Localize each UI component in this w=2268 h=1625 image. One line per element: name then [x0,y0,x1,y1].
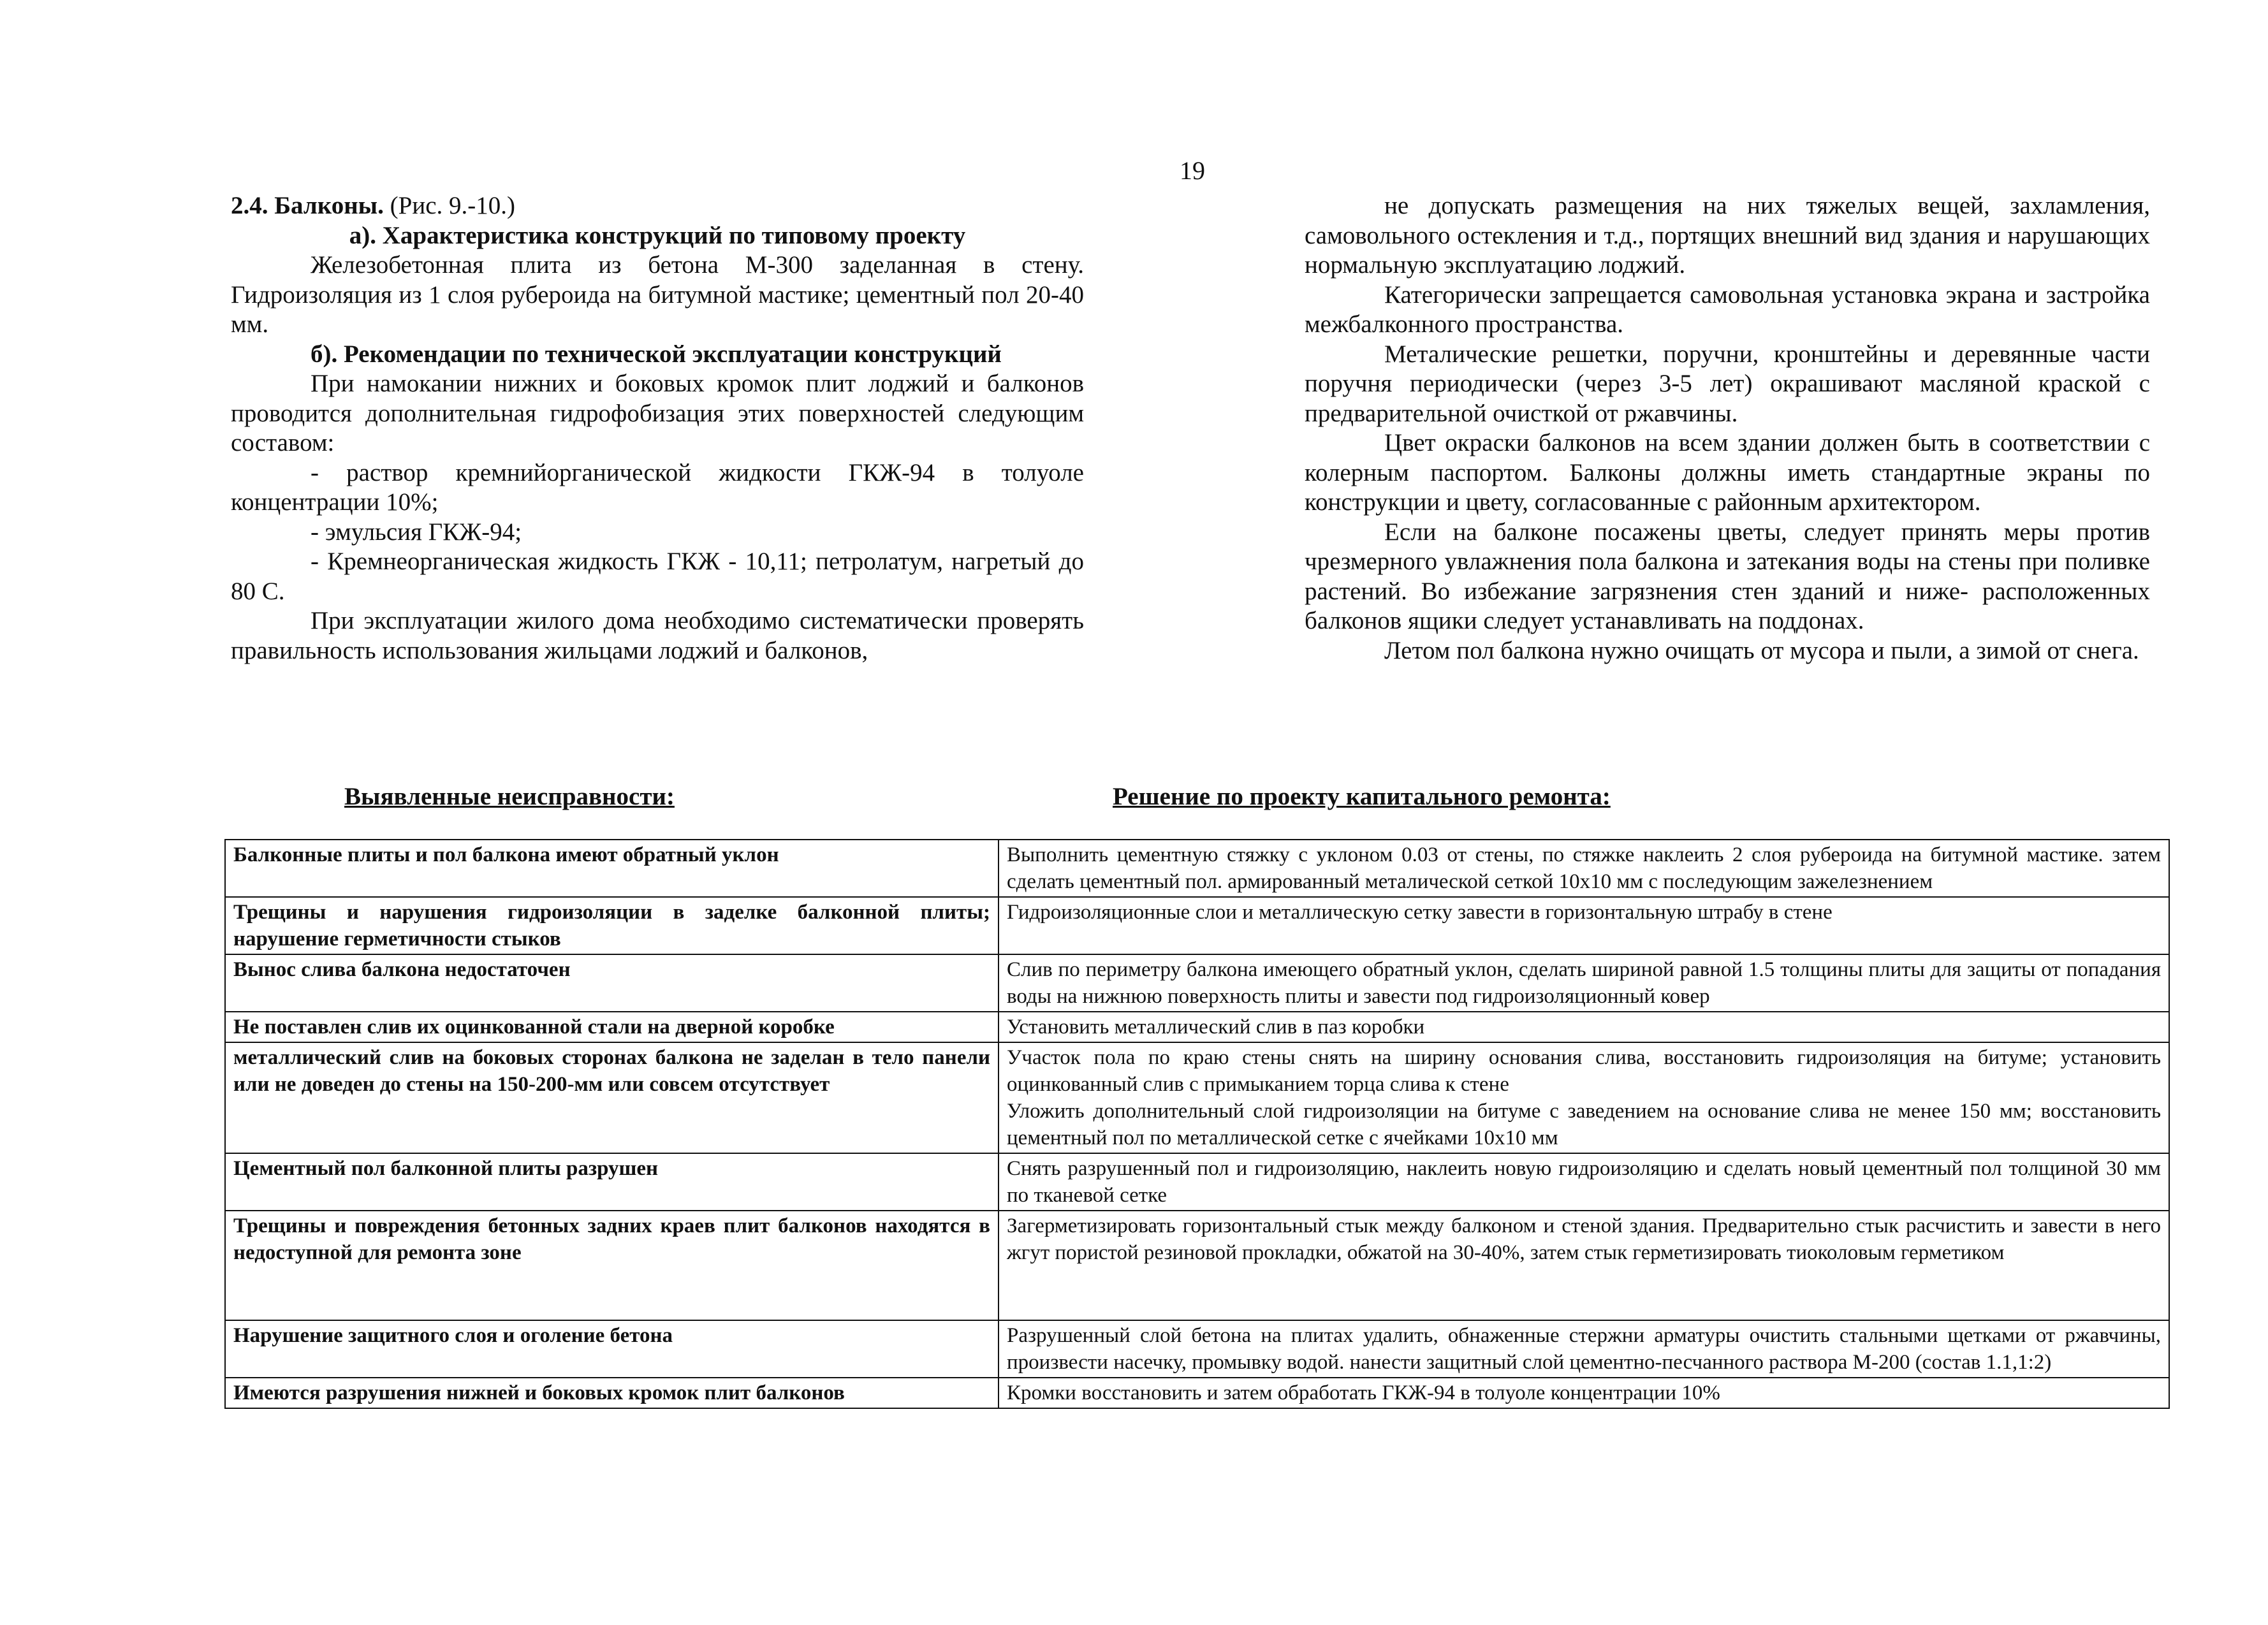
right-paragraph-5: Если на балконе посажены цветы, следует принять меры против чрезмерного увлажнения пола балкона и затекания воды на стены при поливке растений. Во избежание загрязнения стен зданий и ниже- расположенных балконов ящики следует устанавливать на поддонах. [1305,518,2150,634]
solution-line-1: Участок пола по краю стены снять на ширину основания слива, восстановить гидроизоляция на битуме; установить оцинкованный слив с примыканием торца слива к стене [1007,1046,2161,1096]
solutions-heading: Решение по проекту капитального ремонта: [1113,783,1611,810]
table-row [225,1042,2169,1153]
solution-cell: Кромки восстановить и затем обработать ГКЖ-94 в толуоле концентрации 10% [999,1378,2169,1408]
table-row [225,1378,2169,1408]
right-column [1305,191,2150,666]
left-column [231,191,1084,666]
table-row [225,1153,2169,1211]
right-paragraph-1: не допускать размещения на них тяжелых вещей, захламления, самовольного остекления и т.д., портящих внешний вид здания и нарушающих нормальную эксплуатацию лоджий. [1305,192,2150,279]
paragraph-c: При эксплуатации жилого дома необходимо систематически проверять правильность использования жильцами лоджий и балконов, [231,607,1084,664]
table-row [225,897,2169,954]
list-item-2: - эмульсия ГКЖ-94; [311,518,522,546]
list-item-1: - раствор кремнийорганической жидкости ГКЖ-94 в толуоле концентрации 10%; [231,458,1084,516]
fault-cell: Нарушение защитного слоя и оголение бетона [225,1320,999,1378]
faults-heading: Выявленные неисправности: [344,783,675,810]
right-paragraph-2: Категорически запрещается самовольная установка экрана и застройка межбалконного пространства. [1305,281,2150,338]
table-row [225,954,2169,1012]
solution-cell [999,1042,2169,1153]
fault-cell: Не поставлен слив их оцинкованной стали на дверной коробке [225,1012,999,1042]
solution-cell: Установить металлический слив в паз коробки [999,1012,2169,1042]
solution-cell: Загерметизировать горизонтальный стык между балконом и стеной здания. Предварительно стык расчистить и завести в него жгут пористой резиновой прокладки, обжатой на 30-40%, затем стык герметизировать тиоколовым герметиком [999,1211,2169,1320]
page-number: 19 [1180,156,1205,185]
fault-cell: Трещины и нарушения гидроизоляции в заделке балконной плиты; нарушение герметичности стыков [225,897,999,954]
fault-cell: Имеются разрушения нижней и боковых кромок плит балконов [225,1378,999,1408]
fault-cell: Цементный пол балконной плиты разрушен [225,1153,999,1211]
fault-cell: металлический слив на боковых сторонах балкона не заделан в тело панели или не доведен до стены на 150-200-мм или совсем отсутствует [225,1042,999,1153]
fault-cell: Вынос слива балкона недостаточен [225,954,999,1012]
table-row [225,1320,2169,1378]
fault-cell: Трещины и повреждения бетонных задних краев плит балконов находятся в недоступной для ремонта зоне [225,1211,999,1320]
fault-cell: Балконные плиты и пол балкона имеют обратный уклон [225,840,999,897]
solution-line-2: Уложить дополнительный слой гидроизоляции на битуме с заведением на основание слива не менее 150 мм; восстановить цементный пол по металлической сетке с ячейками 10х10 мм [1007,1100,2161,1149]
right-paragraph-4: Цвет окраски балконов на всем здании должен быть в соответствии с колерным паспортом. Балконы должны иметь стандартные экраны по конструкции и цвету, согласованные с районным архитектором. [1305,429,2150,516]
solution-cell: Гидроизоляционные слои и металлическую сетку завести в горизонтальную штрабу в стене [999,897,2169,954]
solution-cell: Разрушенный слой бетона на плитах удалить, обнаженные стержни арматуры очистить стальными щетками от ржавчины, произвести насечку, промывку водой. нанести защитный слой цементно-песчанного раствора М-200 (состав 1.1,1:2) [999,1320,2169,1378]
table-row [225,1012,2169,1042]
paragraph-b: При намокании нижних и боковых кромок плит лоджий и балконов проводится дополнительная гидрофобизация этих поверхностей следующим составом: [231,370,1084,456]
subheading-b: б). Рекомендации по технической эксплуатации конструкций [311,340,1002,368]
solution-cell: Слив по периметру балкона имеющего обратный уклон, сделать шириной равной 1.5 толщины плиты для защиты от попадания воды на нижнюю поверхность плиты и завести под гидроизоляционный ковер [999,954,2169,1012]
paragraph-a: Железобетонная плита из бетона М-300 заделанная в стену. Гидроизоляция из 1 слоя рубероида на битумной мастике; цементный пол 20-40 мм. [231,251,1084,338]
solution-cell: Выполнить цементную стяжку с уклоном 0.03 от стены, по стяжке наклеить 2 слоя рубероида на битумной мастике. затем сделать цементный пол. армированный металической сеткой 10х10 мм с последующим зажелезнением [999,840,2169,897]
list-item-3: - Кремнеорганическая жидкость ГКЖ - 10,11; петролатум, нагретый до 80 С. [231,548,1084,605]
subheading-a: а). Характеристика конструкций по типовому проекту [349,221,966,249]
solution-cell: Снять разрушенный пол и гидроизоляцию, наклеить новую гидроизоляцию и сделать новый цементный пол толщиной 30 мм по тканевой сетке [999,1153,2169,1211]
section-title-text: 2.4. Балконы. [231,192,384,219]
table-row [225,1211,2169,1320]
defects-table [224,839,2170,1409]
right-paragraph-6: Летом пол балкона нужно очищать от мусора и пыли, а зимой от снега. [1384,636,2139,664]
table-row [225,840,2169,897]
section-title [231,191,1084,221]
section-figure-ref: (Рис. 9.-10.) [390,192,515,219]
right-paragraph-3: Металические решетки, поручни, кронштейны и деревянные части поручня периодически (через 3-5 лет) окрашивают масляной краской с предварительной очисткой от ржавчины. [1305,340,2150,427]
